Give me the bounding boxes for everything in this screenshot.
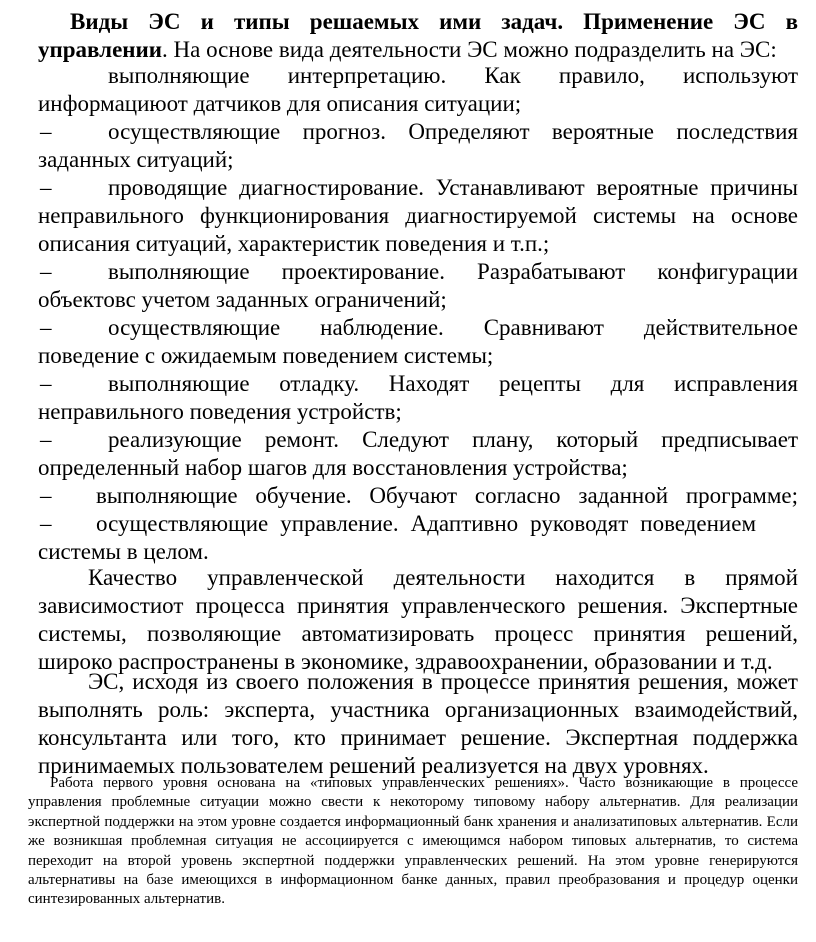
list-item-line: осуществляющие прогноз. Определяют вероятные последствия — [108, 119, 798, 144]
list-item-line: проводящие диагностирование. Устанавливают вероятные причины — [108, 175, 798, 200]
list-item-line: неправильного функционирования диагностируемой системы на основе — [38, 203, 798, 228]
list-dash: – — [40, 119, 52, 144]
list-dash: – — [40, 483, 52, 508]
list-dash: – — [40, 175, 52, 200]
heading-paragraph — [38, 8, 798, 64]
list-item-line: информациюот датчиков для описания ситуации; — [38, 91, 522, 116]
list-item-line: выполняющие отладку. Находят рецепты для исправления — [108, 371, 798, 396]
heading-intro: . На основе вида деятельности ЭС можно подразделить на ЭС: — [162, 37, 777, 62]
paragraph-roles: ЭС, исходя из своего положения в процессе принятия решения, может выполнять роль: эксперта, участника организационных взаимодействий, консультанта или того, кто принимает решение. Экспертная поддержка принимаемых пользователем решений реализуется на двух уровнях. — [38, 669, 798, 778]
list-item-line: реализующие ремонт. Следуют плану, который предписывает — [108, 427, 798, 452]
heading-title: Виды ЭС и типы решаемых ими задач. Применение ЭС в управлении — [38, 9, 798, 62]
list-item-line: выполняющие обучение. Обучают согласно заданной программе; — [96, 483, 798, 508]
list-dash: – — [40, 259, 52, 284]
list-dash: – — [40, 427, 52, 452]
list-dash: – — [40, 315, 52, 340]
list-dash: – — [40, 371, 52, 396]
list-item-line: описания ситуаций, характеристик поведения и т.п.; — [38, 231, 550, 256]
list-item-line: выполняющие проектирование. Разрабатывают конфигурации — [108, 259, 798, 284]
paragraph-levels: Работа первого уровня основана на «типовых управленческих решениях». Часто возникающие в процессе управления проблемные ситуации можно свести к некоторому типовому набору альтернатив. Для реализации экспертной поддержки на этом уровне создается информационный банк хранения и анализатиповых альтернатив. Если же возникшая проблемная ситуация не ассоциируется с имеющимся набором типовых альтернатив, то система переходит на второй уровень экспертной поддержки управленческих решений. На этом уровне генерируются альтернативы на базе имеющихся в информационном банке данных, правил преобразования и процедур оценки синтезированных альтернатив. — [28, 775, 798, 908]
list-dash: – — [40, 511, 52, 536]
list-item-line: выполняющие интерпретацию. Как правило, используют — [108, 63, 798, 88]
list-item-line: поведение с ожидаемым поведением системы; — [38, 343, 494, 368]
list-item-line: системы в целом. — [38, 539, 209, 564]
list-item-line: определенный набор шагов для восстановления устройства; — [38, 455, 628, 480]
list-item-line: объектовс учетом заданных ограничений; — [38, 287, 447, 312]
list-item-line: осуществляющие наблюдение. Сравнивают действительное — [108, 315, 798, 340]
paragraph-quality: Качество управленческой деятельности находится в прямой зависимостиот процесса принятия управленческого решения. Экспертные системы, позволяющие автоматизировать процесс принятия решений, широко распространены в экономике, здравоохранении, образовании и т.д. — [38, 565, 798, 674]
list-item-line: неправильного поведения устройств; — [38, 399, 402, 424]
list-item-line: осуществляющие управление. Адаптивно руководят поведением — [96, 511, 756, 536]
list-item-line: заданных ситуаций; — [38, 147, 234, 172]
